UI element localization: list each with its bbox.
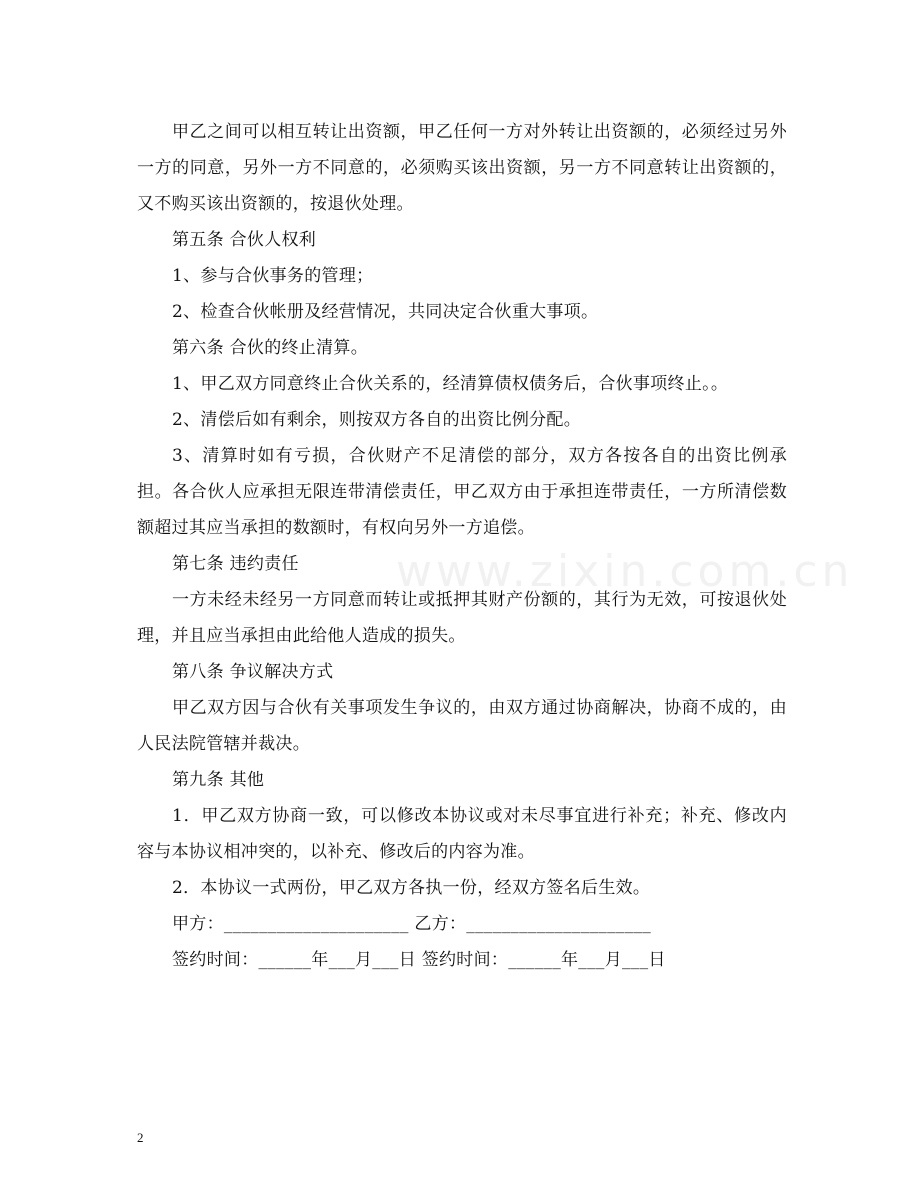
watermark: www.zixin.com.cn bbox=[396, 546, 854, 597]
paragraph-6-3: 3、清算时如有亏损，合伙财产不足清偿的部分，双方各按各自的出资比例承担。各合伙人应承担无限连带清偿责任，甲乙双方由于承担连带责任，一方所清偿数额超过其应当承担的数额时，有权向另外一方追偿。 bbox=[137, 446, 787, 538]
paragraph-9-1: 1．甲乙双方协商一致，可以修改本协议或对未尽事宜进行补充；补充、修改内容与本协议相冲突的，以补充、修改后的内容为准。 bbox=[137, 806, 787, 862]
paragraph-9-2: 2．本协议一式两份，甲乙双方各执一份，经双方签名后生效。 bbox=[172, 878, 651, 898]
heading-article-6: 第六条 合伙的终止清算。 bbox=[172, 338, 369, 358]
document-body bbox=[137, 114, 787, 978]
page-number: 2 bbox=[137, 1130, 144, 1145]
heading-article-5: 第五条 合伙人权利 bbox=[172, 230, 317, 250]
heading-article-9: 第九条 其他 bbox=[172, 770, 265, 790]
signature-line: 甲方：_____________________ 乙方：_____________________ bbox=[172, 914, 652, 934]
signing-date-line: 签约时间：______年___月___日 签约时间：______年___月___日 bbox=[172, 950, 666, 970]
heading-article-8: 第八条 争议解决方式 bbox=[172, 662, 334, 682]
paragraph-6-2: 2、清偿后如有剩余，则按双方各自的出资比例分配。 bbox=[172, 410, 582, 430]
paragraph-5-2: 2、检查合伙帐册及经营情况，共同决定合伙重大事项。 bbox=[172, 302, 599, 322]
paragraph-6-1: 1、甲乙双方同意终止合伙关系的，经清算债权债务后，合伙事项终止。。 bbox=[172, 374, 729, 394]
paragraph-7-1: 一方未经未经另一方同意而转让或抵押其财产份额的，其行为无效，可按退伙处理，并且应当承担由此给他人造成的损失。 bbox=[137, 590, 787, 646]
paragraph-5-1: 1、参与合伙事务的管理； bbox=[172, 266, 374, 286]
paragraph-transfer-rules: 甲乙之间可以相互转让出资额，甲乙任何一方对外转让出资额的，必须经过另外一方的同意，另外一方不同意的，必须购买该出资额，另一方不同意转让出资额的，又不购买该出资额的，按退伙处理。 bbox=[137, 122, 787, 214]
paragraph-8-1: 甲乙双方因与合伙有关事项发生争议的，由双方通过协商解决，协商不成的，由 人民法院管辖并裁决。 bbox=[137, 698, 787, 754]
heading-article-7: 第七条 违约责任 bbox=[172, 554, 299, 574]
